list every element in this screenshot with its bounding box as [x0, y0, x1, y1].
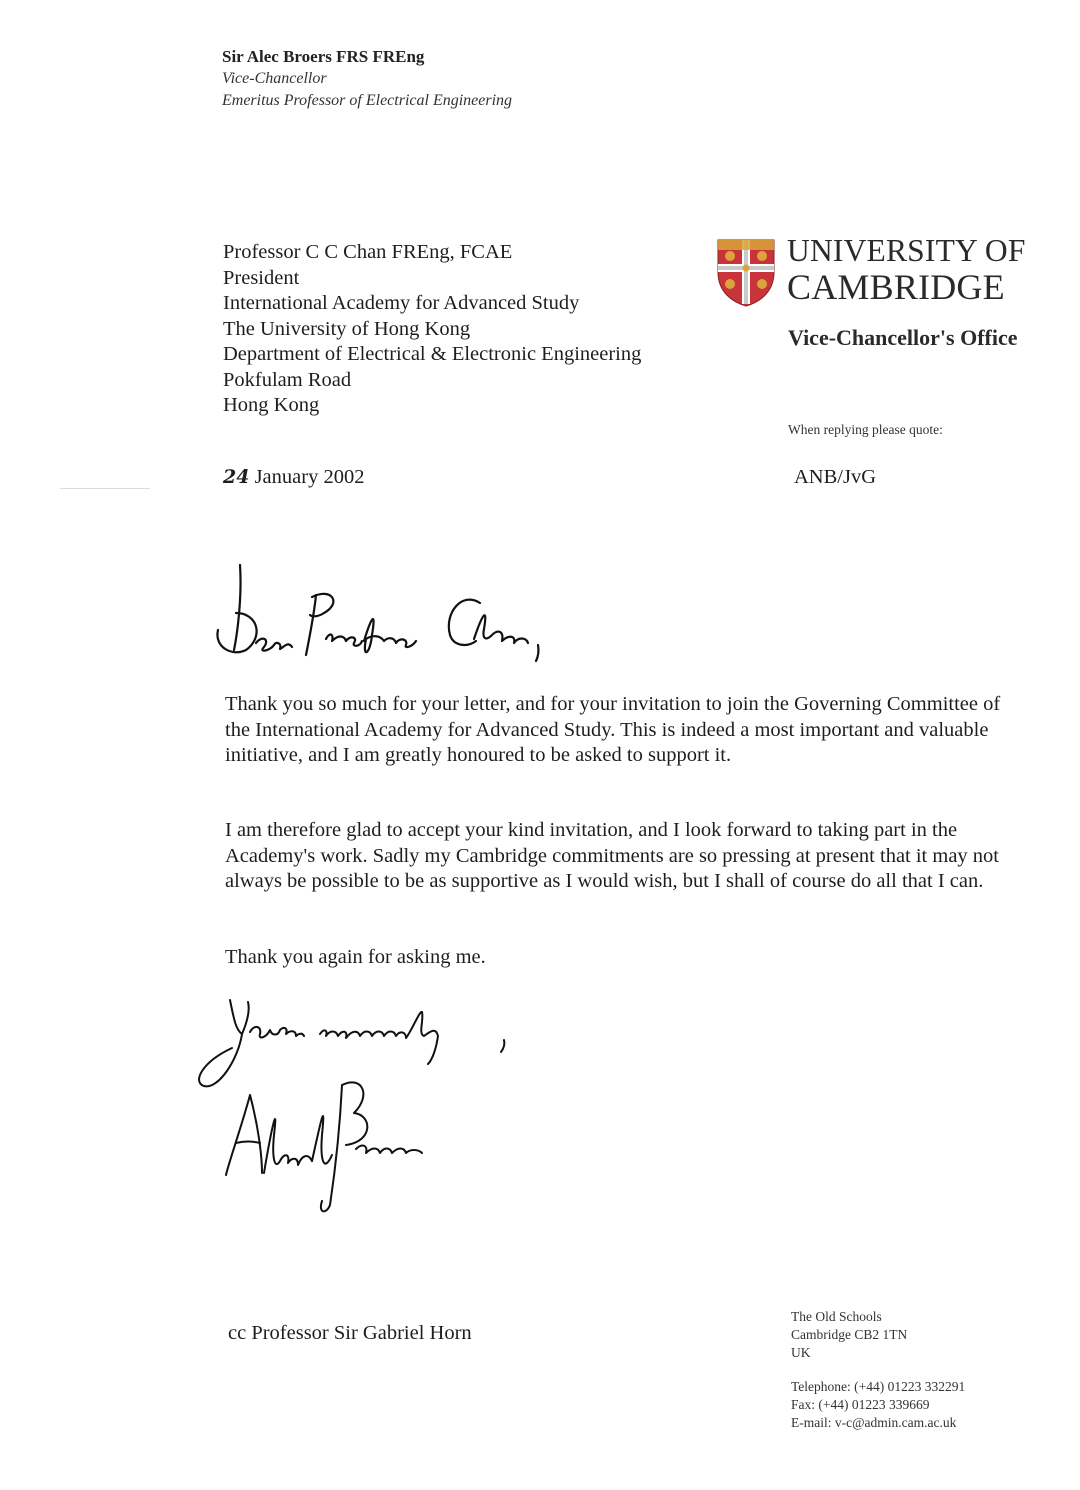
recipient-line: President: [223, 266, 300, 289]
institution-name: [787, 235, 1026, 307]
footer-address-line: Cambridge CB2 1TN: [791, 1327, 908, 1342]
footer-fax: Fax: (+44) 01223 339669: [791, 1397, 930, 1412]
sender-name-line: [222, 46, 512, 68]
recipient-line: The University of Hong Kong: [223, 317, 471, 340]
recipient-line: Department of Electrical & Electronic Engineering: [223, 343, 642, 365]
footer-address-line: The Old Schools: [791, 1309, 882, 1324]
footer-telephone: Telephone: (+44) 01223 332291: [791, 1379, 966, 1394]
recipient-line: Hong Kong: [223, 394, 320, 416]
recipient-line: Pokfulam Road: [223, 368, 352, 391]
office-name: Vice-Chancellor's Office: [788, 325, 1018, 350]
cc-line: cc Professor Sir Gabriel Horn: [228, 1322, 472, 1344]
sender-honours: FRS FREng: [336, 47, 425, 66]
footer-address: [791, 1308, 907, 1362]
footer-contact: [791, 1378, 965, 1432]
recipient-line: International Academy for Advanced Study: [223, 292, 580, 314]
institution-line-2: CAMBRIDGE: [787, 267, 1005, 307]
body-paragraph-2: I am therefore glad to accept your kind invitation, and I look forward to taking part in the Academy's work. Sadly my Cambridge commitments are so pressing at present that it may not always be possible to be as supportive as I would wish, but I shall of course do all that I can.: [225, 819, 999, 892]
institution-line-1: UNIVERSITY OF: [787, 233, 1026, 268]
reference-code: ANB/JvG: [794, 466, 877, 488]
sender-block: [222, 46, 512, 112]
body-paragraph-3: Thank you again for asking me.: [225, 946, 486, 968]
body-paragraph-1: Thank you so much for your letter, and for your invitation to join the Governing Committee of the International Academy for Advanced Study. This is indeed a most important and valuable initiative, and I am greatly honoured to be asked to support it.: [225, 693, 1001, 766]
reply-prompt: When replying please quote:: [788, 422, 943, 437]
recipient-address: [223, 240, 641, 419]
sender-position: Emeritus Professor of Electrical Engineering: [222, 92, 513, 109]
signature: [222, 1065, 462, 1215]
recipient-line: Professor C C Chan FREng, FCAE: [223, 241, 513, 263]
cambridge-coat-of-arms-icon: [716, 238, 776, 308]
sender-name: Sir Alec Broers: [222, 47, 332, 66]
sender-title: Vice-Chancellor: [222, 70, 327, 87]
scan-artifact-line: [60, 488, 150, 489]
footer-address-line: UK: [791, 1345, 811, 1360]
date-month-year: January 2002: [254, 466, 365, 488]
date-day-handwritten: 24: [223, 466, 250, 488]
footer-email: E-mail: v-c@admin.cam.ac.uk: [791, 1415, 957, 1430]
letter-date: [223, 466, 364, 489]
handwritten-salutation: [212, 555, 552, 665]
